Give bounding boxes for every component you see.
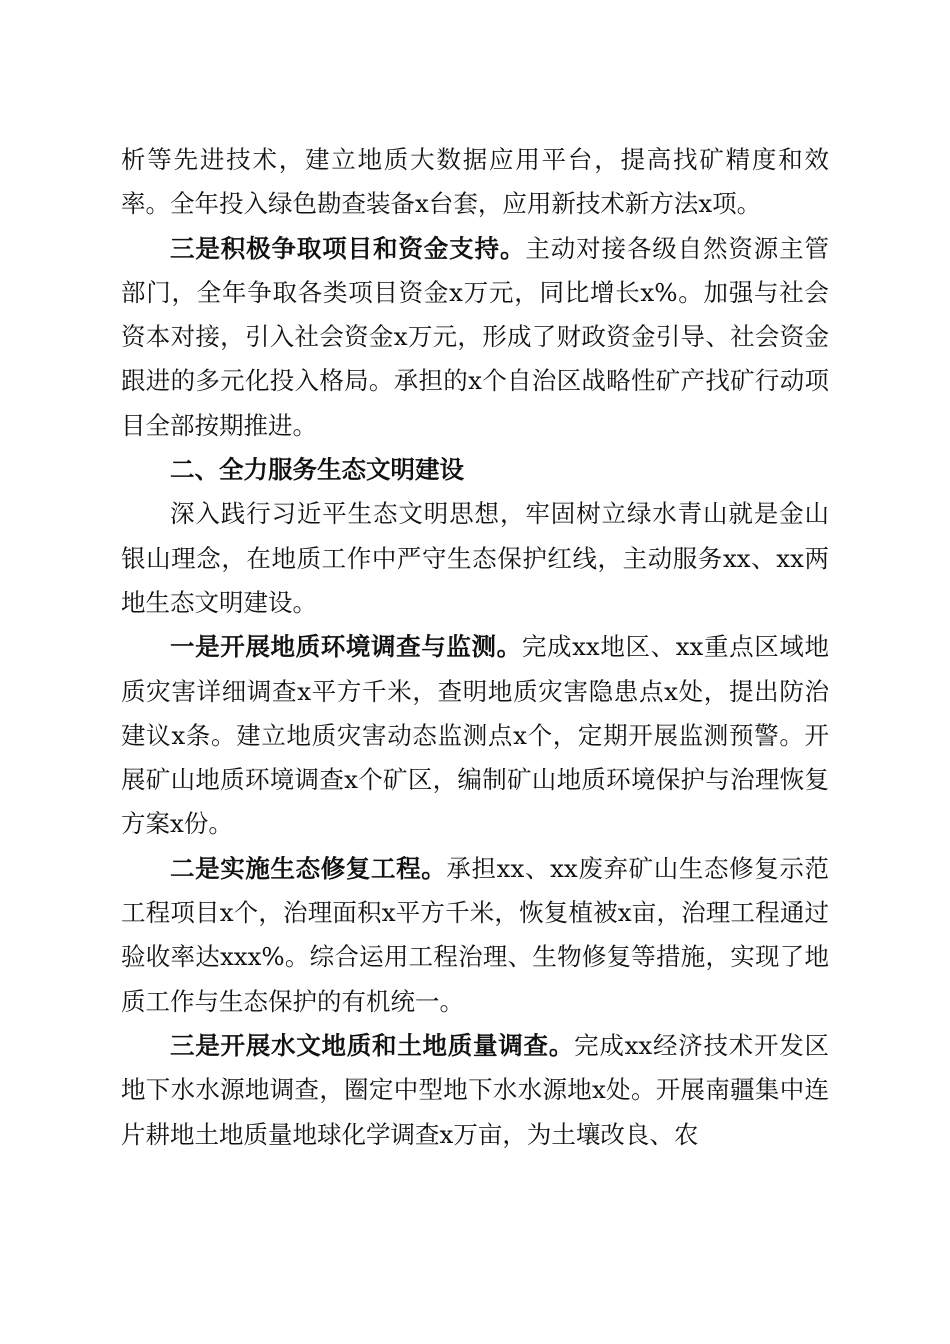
document-body [121, 138, 829, 1157]
paragraph-funding [121, 227, 829, 448]
paragraph-text: 主动对接各级自然资源主管部门，全年争取各类项目资金x万元，同比增长x%。加强与社会资本对接，引入社会资金x万元，形成了财政资金引导、社会资金跟进的多元化投入格局。承担的x个自治区战略性矿产找矿行动项目全部按期推进。 [121, 233, 830, 440]
paragraph-text: 完成xx地区、xx重点区域地质灾害详细调查x平方千米，查明地质灾害隐患点x处，提出防治建议x条。建立地质灾害动态监测点x个，定期开展监测预警。开展矿山地质环境调查x个矿区，编制矿山地质环境保护与治理恢复方案x份。 [121, 632, 829, 839]
paragraph-lead: 三是积极争取项目和资金支持。 [170, 233, 526, 263]
paragraph-text: 深入践行习近平生态文明思想，牢固树立绿水青山就是金山银山理念，在地质工作中严守生态保护红线，主动服务xx、xx两地生态文明建设。 [121, 499, 829, 617]
paragraph-continued [121, 138, 829, 227]
paragraph-lead: 一是开展地质环境调查与监测。 [170, 632, 522, 662]
paragraph-intro [121, 492, 829, 625]
paragraph-text: 承担xx、xx废弃矿山生态修复示范工程项目x个，治理面积x平方千米，恢复植被x亩，治理工程通过验收率达xxx%。综合运用工程治理、生物修复等措施，实现了地质工作与生态保护的有机统一。 [121, 853, 829, 1016]
paragraph-text: 完成xx经济技术开发区地下水水源地调查，圈定中型地下水水源地x处。开展南疆集中连片耕地土地质量地球化学调查x万亩，为土壤改良、农 [121, 1030, 830, 1149]
paragraph-lead: 三是开展水文地质和土地质量调查。 [170, 1030, 575, 1060]
paragraph-restoration [121, 847, 829, 1024]
paragraph-hydrology [121, 1024, 829, 1157]
paragraph-text: 析等先进技术，建立地质大数据应用平台，提高找矿精度和效率。全年投入绿色勘查装备x台套，应用新技术新方法x项。 [121, 145, 829, 219]
section-heading: 二、全力服务生态文明建设 [170, 455, 464, 485]
paragraph-lead: 二是实施生态修复工程。 [170, 853, 447, 883]
paragraph-survey [121, 625, 829, 846]
